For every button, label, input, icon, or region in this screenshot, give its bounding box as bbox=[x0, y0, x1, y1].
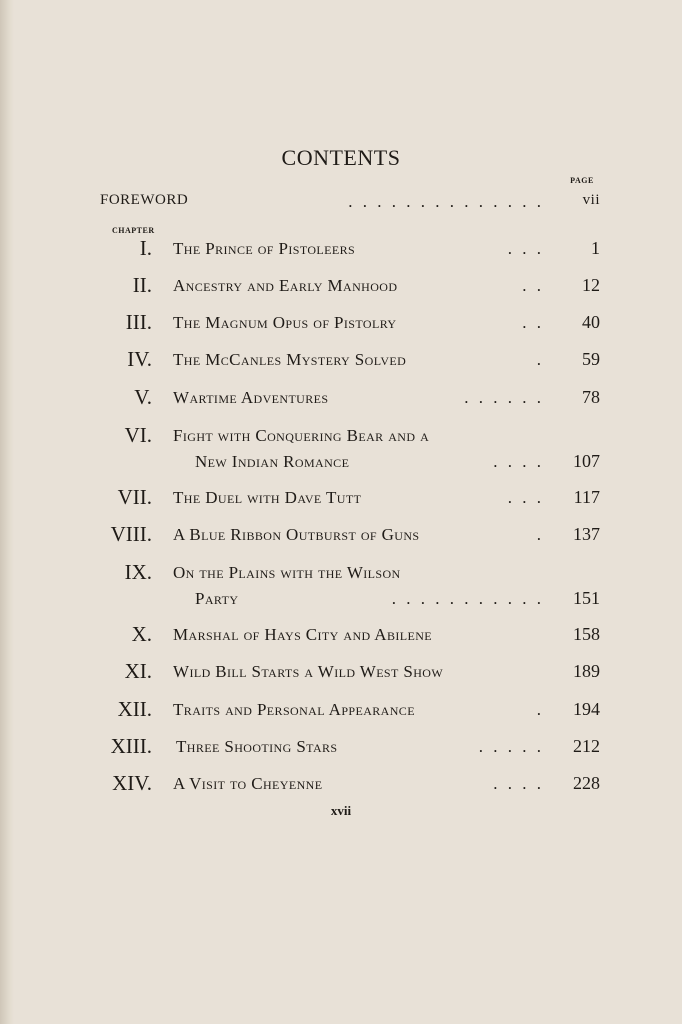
chapter-page: 78 bbox=[582, 387, 600, 407]
toc-entry bbox=[0, 659, 682, 685]
chapter-page: 117 bbox=[573, 487, 600, 507]
foreword-label: FOREWORD bbox=[100, 192, 189, 208]
chapter-title: The Prince of Pistoleers bbox=[173, 239, 356, 258]
foreword-entry bbox=[100, 192, 600, 214]
chapter-number: XI. bbox=[124, 659, 152, 683]
toc-entry-continuation bbox=[0, 586, 682, 612]
leader-dots: . bbox=[536, 700, 544, 719]
chapter-page: 59 bbox=[582, 349, 600, 369]
toc-entry bbox=[0, 273, 682, 299]
chapter-page: 137 bbox=[573, 524, 600, 544]
chapter-title: Wild Bill Starts a Wild West Show bbox=[173, 662, 444, 681]
chapter-page: 212 bbox=[573, 736, 600, 756]
chapter-title: Ancestry and Early Manhood bbox=[173, 276, 398, 295]
chapter-title: A Blue Ribbon Outburst of Guns bbox=[173, 525, 420, 544]
chapter-title: The Duel with Dave Tutt bbox=[173, 488, 362, 507]
chapter-title: The McCanles Mystery Solved bbox=[173, 350, 407, 369]
chapter-title: A Visit to Cheyenne bbox=[173, 774, 323, 793]
chapter-page: 151 bbox=[573, 588, 600, 608]
chapter-column-label: CHAPTER bbox=[112, 226, 155, 235]
chapter-title: On the Plains with the Wilson bbox=[173, 563, 401, 582]
chapter-number: X. bbox=[131, 622, 152, 646]
toc-entry bbox=[0, 522, 682, 548]
chapter-title: Fight with Conquering Bear and a bbox=[173, 426, 430, 445]
chapter-number: III. bbox=[125, 310, 152, 334]
chapter-title-continued: New Indian Romance bbox=[195, 452, 350, 471]
chapter-number: VII. bbox=[117, 485, 152, 509]
leader-dots: . . . bbox=[507, 488, 544, 507]
chapter-number: IV. bbox=[127, 347, 152, 371]
chapter-number: VIII. bbox=[110, 522, 152, 546]
toc-entry bbox=[0, 697, 682, 723]
chapter-title-continued: Party bbox=[195, 589, 239, 608]
leader-dots: . . . bbox=[507, 239, 544, 258]
toc-entry bbox=[0, 485, 682, 511]
foreword-leader-dots: . . . . . . . . . . . . . . bbox=[348, 192, 544, 211]
chapter-page: 189 bbox=[573, 661, 600, 681]
leader-dots: . . . . bbox=[493, 452, 544, 471]
toc-entry bbox=[0, 771, 682, 797]
chapter-page: 40 bbox=[582, 312, 600, 332]
toc-entry bbox=[0, 734, 682, 760]
foreword-page: vii bbox=[582, 192, 600, 208]
leader-dots: . bbox=[536, 350, 544, 369]
leader-dots: . . . . . bbox=[478, 737, 544, 756]
chapter-number: XIV. bbox=[112, 771, 152, 795]
toc-entry bbox=[0, 347, 682, 373]
chapter-title: Marshal of Hays City and Abilene bbox=[173, 625, 433, 644]
toc-entry bbox=[0, 236, 682, 262]
chapter-number: V. bbox=[134, 385, 152, 409]
chapter-page: 1 bbox=[591, 238, 600, 258]
toc-entry bbox=[0, 560, 682, 586]
chapter-page: 228 bbox=[573, 773, 600, 793]
leader-dots: . bbox=[536, 525, 544, 544]
leader-dots: . . . . . . . . . . . bbox=[391, 589, 544, 608]
page-folio: xvii bbox=[330, 803, 352, 818]
leader-dots: . . . . bbox=[493, 774, 544, 793]
toc-entry bbox=[0, 622, 682, 648]
toc-entry-continuation bbox=[0, 449, 682, 475]
page-column-label: PAGE bbox=[570, 176, 594, 185]
chapter-number: VI. bbox=[124, 423, 152, 447]
chapter-page: 194 bbox=[573, 699, 600, 719]
chapter-number: II. bbox=[132, 273, 152, 297]
leader-dots: . . bbox=[522, 313, 544, 332]
toc-entry bbox=[0, 310, 682, 336]
chapter-title: Wartime Adventures bbox=[173, 388, 329, 407]
chapter-number: I. bbox=[139, 236, 152, 260]
chapter-number: IX. bbox=[124, 560, 152, 584]
toc-entry bbox=[0, 423, 682, 449]
leader-dots: . . . . . . bbox=[464, 388, 544, 407]
leader-dots: . . bbox=[522, 276, 544, 295]
toc-entry bbox=[0, 385, 682, 411]
chapter-page: 107 bbox=[573, 451, 600, 471]
chapter-title: The Magnum Opus of Pistolry bbox=[173, 313, 397, 332]
chapter-title: Three Shooting Stars bbox=[176, 737, 338, 756]
chapter-number: XIII. bbox=[110, 734, 152, 758]
chapter-number: XII. bbox=[117, 697, 152, 721]
page-title: CONTENTS bbox=[281, 145, 401, 170]
chapter-page: 12 bbox=[582, 275, 600, 295]
chapter-title: Traits and Personal Appearance bbox=[173, 700, 415, 719]
chapter-page: 158 bbox=[573, 624, 600, 644]
